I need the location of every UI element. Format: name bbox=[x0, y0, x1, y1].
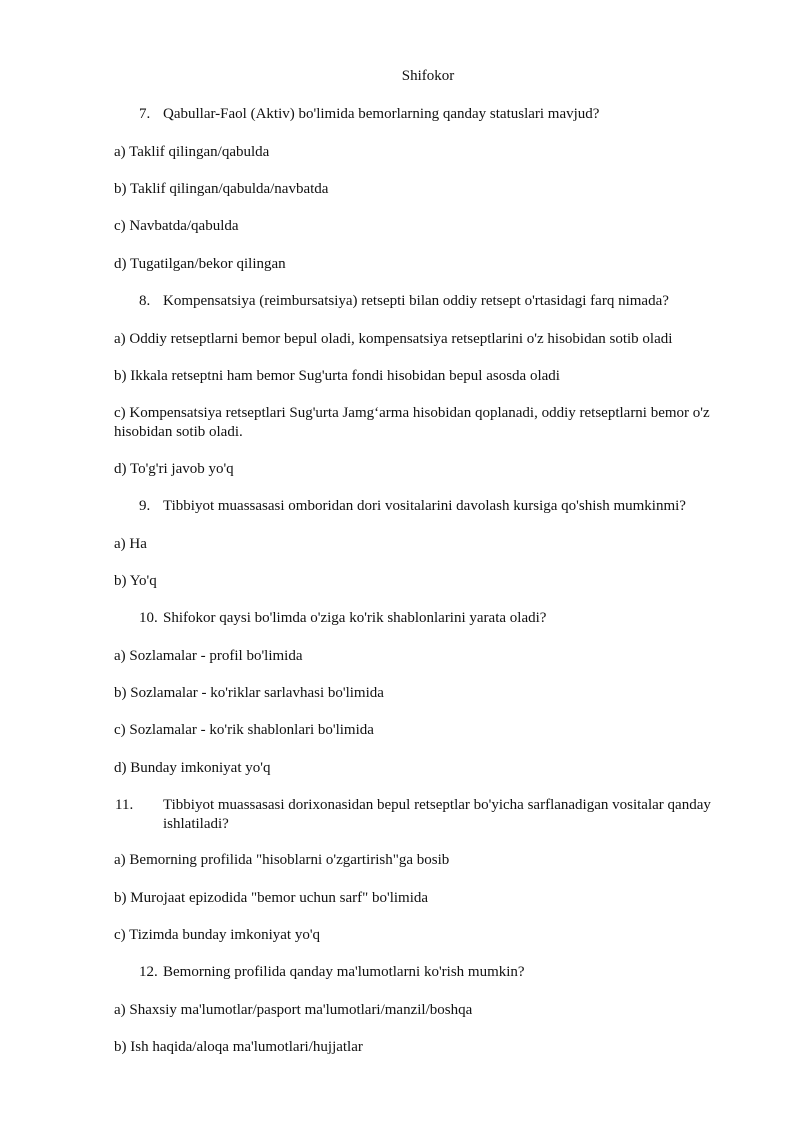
answer-option: c) Sozlamalar - ko'rik shablonlari bo'limida bbox=[114, 722, 374, 738]
question-9 bbox=[139, 497, 739, 516]
answer-option: c) Navbatda/qabulda bbox=[114, 218, 239, 234]
question-number: 10. bbox=[139, 610, 158, 626]
question-text: Kompensatsiya (reimbursatsiya) retsepti bilan oddiy retsept o'rtasidagi farq nimada? bbox=[163, 293, 669, 309]
question-text: Tibbiyot muassasasi dorixonasidan bepul retseptlar bo'yicha sarflanadigan vositalar qanday ishlatiladi? bbox=[163, 797, 711, 832]
question-7 bbox=[139, 105, 739, 124]
answer-option: b) Taklif qilingan/qabulda/navbatda bbox=[114, 181, 329, 197]
answer-option: a) Sozlamalar - profil bo'limida bbox=[114, 648, 303, 664]
page-title: Shifokor bbox=[401, 68, 455, 84]
answer-option: a) Oddiy retseptlarni bemor bepul oladi, kompensatsiya retseptlarini o'z hisobidan sotib oladi bbox=[114, 331, 673, 347]
question-number: 8. bbox=[139, 293, 151, 309]
question-12 bbox=[139, 963, 739, 982]
question-number: 7. bbox=[139, 106, 151, 122]
question-8 bbox=[139, 292, 739, 311]
question-number: 11. bbox=[115, 797, 134, 813]
answer-option: a) Taklif qilingan/qabulda bbox=[114, 144, 270, 160]
answer-option: b) Yo'q bbox=[114, 573, 157, 589]
question-10 bbox=[139, 609, 739, 628]
answer-option: a) Bemorning profilida "hisoblarni o'zgartirish"ga bosib bbox=[114, 852, 450, 868]
answer-option: b) Ikkala retseptni ham bemor Sug'urta fondi hisobidan bepul asosda oladi bbox=[114, 368, 560, 384]
answer-option: d) Bunday imkoniyat yo'q bbox=[114, 760, 271, 776]
answer-option: d) Tugatilgan/bekor qilingan bbox=[114, 256, 286, 272]
question-number: 12. bbox=[139, 964, 158, 980]
answer-option: a) Ha bbox=[114, 536, 147, 552]
question-text: Qabullar-Faol (Aktiv) bo'limida bemorlarning qanday statuslari mavjud? bbox=[163, 106, 600, 122]
question-number: 9. bbox=[139, 498, 151, 514]
answer-option: c) Kompensatsiya retseptlari Sug'urta Jamg‘arma hisobidan qoplanadi, oddiy retseptlarni bemor o'z hisobidan sotib oladi. bbox=[114, 405, 710, 440]
question-text: Bemorning profilida qanday ma'lumotlarni ko'rish mumkin? bbox=[163, 964, 525, 980]
answer-option: c) Tizimda bunday imkoniyat yo'q bbox=[114, 927, 321, 943]
answer-option: d) To'g'ri javob yo'q bbox=[114, 461, 234, 477]
answer-option: b) Ish haqida/aloqa ma'lumotlari/hujjatlar bbox=[114, 1039, 363, 1055]
answer-option: a) Shaxsiy ma'lumotlar/pasport ma'lumotlari/manzil/boshqa bbox=[114, 1002, 473, 1018]
answer-option: b) Murojaat epizodida "bemor uchun sarf" bo'limida bbox=[114, 890, 429, 906]
question-text: Tibbiyot muassasasi omboridan dori vositalarini davolash kursiga qo'shish mumkinmi? bbox=[163, 498, 686, 514]
question-11 bbox=[115, 796, 743, 834]
answer-option: b) Sozlamalar - ko'riklar sarlavhasi bo'limida bbox=[114, 685, 384, 701]
question-text: Shifokor qaysi bo'limda o'ziga ko'rik shablonlarini yarata oladi? bbox=[163, 610, 547, 626]
